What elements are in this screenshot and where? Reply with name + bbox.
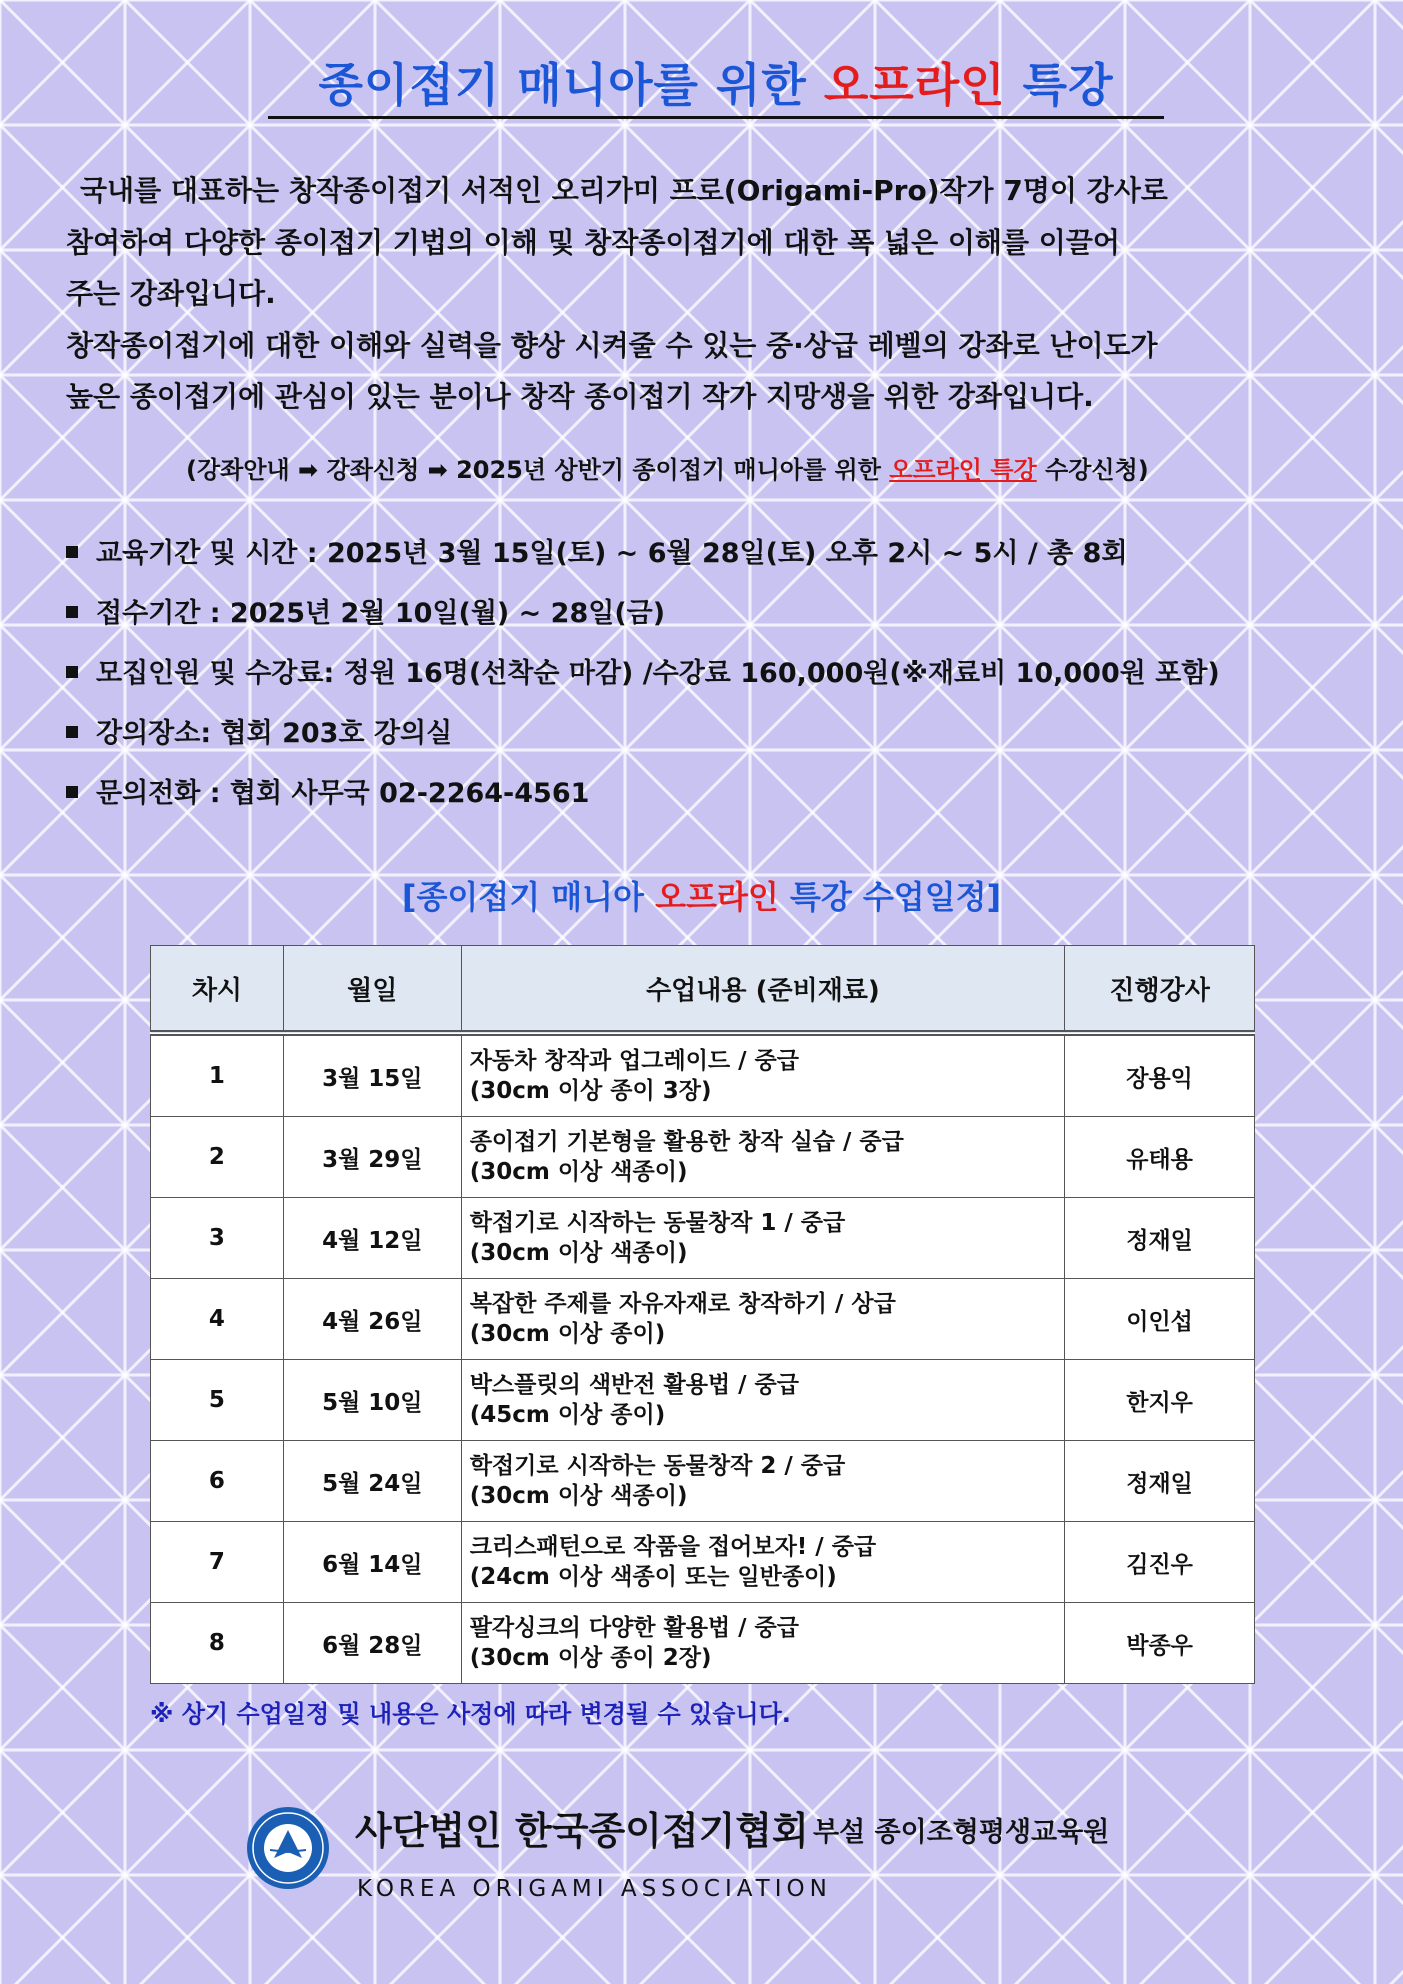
info-item: 접수기간 : 2025년 2월 10일(월) ~ 28일(금) (66, 594, 1366, 654)
session-teacher: 정재일 (1065, 1441, 1255, 1522)
schedule-table (150, 945, 1255, 1684)
session-date: 3월 29일 (283, 1117, 461, 1198)
session-content: 크리스패턴으로 작품을 접어보자! / 중급 (24cm 이상 색종이 또는 일반종이) (461, 1522, 1064, 1603)
column-header: 진행강사 (1065, 946, 1255, 1034)
table-header-row (151, 946, 1255, 1034)
session-number: 8 (151, 1603, 284, 1684)
intro-line: 창작종이접기에 대한 이해와 실력을 향상 시켜줄 수 있는 중·상급 레벨의 강좌로 난이도가 (66, 328, 1158, 362)
session-number: 4 (151, 1279, 284, 1360)
table-row (151, 1117, 1255, 1198)
session-teacher: 박종우 (1065, 1603, 1255, 1684)
application-guide: (강좌안내 ➡ 강좌신청 ➡ 2025년 상반기 종이접기 매니아를 위한 오프라인 특강 수강신청) (186, 456, 1149, 484)
session-number: 2 (151, 1117, 284, 1198)
table-row (151, 1279, 1255, 1360)
intro-line: 국내를 대표하는 창작종이접기 서적인 오리가미 프로(Origami-Pro)작가 7명이 강사로 (80, 174, 1168, 207)
session-date: 4월 26일 (283, 1279, 461, 1360)
session-number: 6 (151, 1441, 284, 1522)
info-item: 문의전화 : 협회 사무국 02-2264-4561 (66, 774, 1366, 834)
session-date: 4월 12일 (283, 1198, 461, 1279)
square-bullet-icon (66, 786, 78, 798)
info-item: 교육기간 및 시간 : 2025년 3월 15일(토) ~ 6월 28일(토) 오후 2시 ~ 5시 / 총 8회 (66, 534, 1366, 594)
session-teacher: 정재일 (1065, 1198, 1255, 1279)
organization-sub: 부설 종이조형평생교육원 (813, 1817, 1110, 1848)
session-number: 5 (151, 1360, 284, 1441)
session-teacher: 장용익 (1065, 1033, 1255, 1117)
session-teacher: 김진우 (1065, 1522, 1255, 1603)
table-row (151, 1441, 1255, 1522)
table-row (151, 1033, 1255, 1117)
session-teacher: 한지우 (1065, 1360, 1255, 1441)
intro-line: 높은 종이접기에 관심이 있는 분이나 창작 종이접기 작가 지망생을 위한 강좌입니다. (66, 380, 1094, 413)
session-date: 5월 24일 (283, 1441, 461, 1522)
session-number: 3 (151, 1198, 284, 1279)
session-date: 5월 10일 (283, 1360, 461, 1441)
square-bullet-icon (66, 666, 78, 678)
session-date: 3월 15일 (283, 1033, 461, 1117)
column-header: 월일 (283, 946, 461, 1034)
offline-lecture-link: 오프라인 특강 (889, 456, 1037, 484)
column-header: 수업내용 (준비재료) (461, 946, 1064, 1034)
session-number: 7 (151, 1522, 284, 1603)
intro-line: 주는 강좌입니다. (66, 277, 276, 310)
organization-name: 사단법인 한국종이접기협회 (355, 1809, 809, 1853)
organization-english-name: KOREA ORIGAMI ASSOCIATION (357, 1876, 832, 1902)
square-bullet-icon (66, 726, 78, 738)
info-list (66, 534, 1366, 834)
square-bullet-icon (66, 546, 78, 558)
association-emblem-icon (246, 1806, 330, 1890)
intro-text (66, 165, 1336, 423)
session-teacher: 이인섭 (1065, 1279, 1255, 1360)
table-row (151, 1198, 1255, 1279)
page-title: 종이접기 매니아를 위한 오프라인 특강 (268, 54, 1164, 119)
session-date: 6월 14일 (283, 1522, 461, 1603)
square-bullet-icon (66, 606, 78, 618)
session-content: 종이접기 기본형을 활용한 창작 실습 / 중급 (30cm 이상 색종이) (461, 1117, 1064, 1198)
table-row (151, 1603, 1255, 1684)
info-item: 강의장소: 협회 203호 강의실 (66, 714, 1366, 774)
info-item: 모집인원 및 수강료: 정원 16명(선착순 마감) /수강료 160,000원(※재료비 10,000원 포함) (66, 654, 1366, 714)
session-number: 1 (151, 1033, 284, 1117)
table-row (151, 1360, 1255, 1441)
session-content: 복잡한 주제를 자유자재로 창작하기 / 상급 (30cm 이상 종이) (461, 1279, 1064, 1360)
session-content: 박스플릿의 색반전 활용법 / 중급 (45cm 이상 종이) (461, 1360, 1064, 1441)
session-content: 자동차 창작과 업그레이드 / 중급 (30cm 이상 종이 3장) (461, 1033, 1064, 1117)
session-content: 팔각싱크의 다양한 활용법 / 중급 (30cm 이상 종이 2장) (461, 1603, 1064, 1684)
column-header: 차시 (151, 946, 284, 1034)
session-date: 6월 28일 (283, 1603, 461, 1684)
session-teacher: 유태용 (1065, 1117, 1255, 1198)
schedule-notice: ※ 상기 수업일정 및 내용은 사정에 따라 변경될 수 있습니다. (150, 1700, 791, 1728)
table-row (151, 1522, 1255, 1603)
session-content: 학접기로 시작하는 동물창작 1 / 중급 (30cm 이상 색종이) (461, 1198, 1064, 1279)
schedule-title: [종이접기 매니아 오프라인 특강 수업일정] (401, 878, 1002, 916)
session-content: 학접기로 시작하는 동물창작 2 / 중급 (30cm 이상 색종이) (461, 1441, 1064, 1522)
intro-line: 참여하여 다양한 종이접기 기법의 이해 및 창작종이접기에 대한 폭 넓은 이해를 이끌어 (66, 225, 1120, 259)
